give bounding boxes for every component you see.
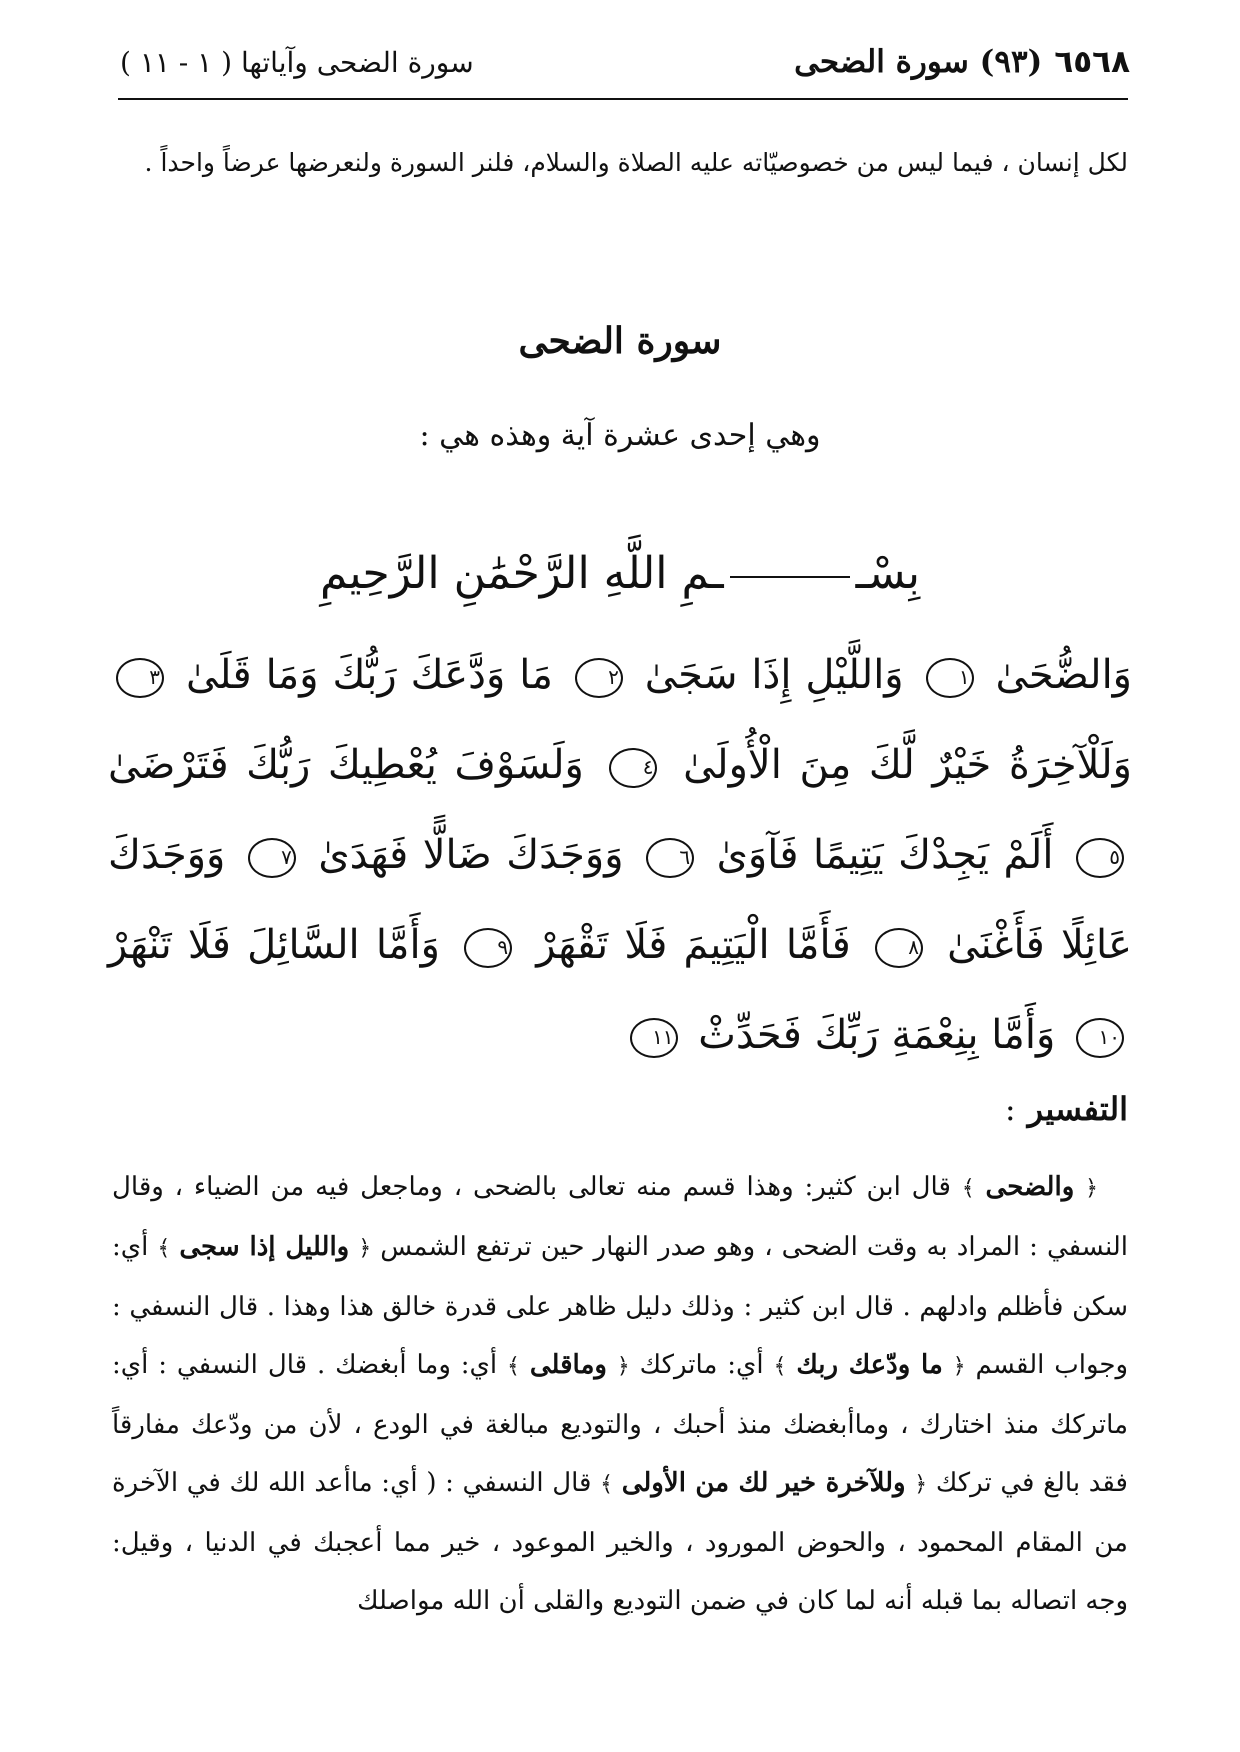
sura-number: (٩٣) xyxy=(979,44,1043,80)
sura-title: سورة الضحى xyxy=(518,320,722,362)
quran-bracket-close: ﴾ xyxy=(961,1176,975,1201)
tafsir-heading-colon: : xyxy=(1004,1090,1016,1128)
tafsir-heading xyxy=(1005,1090,1128,1128)
ayah-number-marker: ١٠ xyxy=(1076,1018,1124,1058)
running-header-right xyxy=(794,44,1130,80)
ayah-number-marker: ١١ xyxy=(630,1018,678,1058)
ayah-text: وَالضُّحَىٰ xyxy=(995,652,1132,698)
ayah-text: أَلَمْ يَجِدْكَ يَتِيمًا فَآوَىٰ xyxy=(716,832,1054,878)
basmala-start: بِسْـ xyxy=(855,548,921,599)
ayah-number-marker: ٧ xyxy=(248,838,296,878)
ayah-number-marker: ٤ xyxy=(609,748,657,788)
commentary-text: قال النسفي : ( أي: ماأعد الله لك في الآخرة من المقام المحمود ، والحوض المورود ، والخير الموعود ، خير مما أعجبك في الدنيا ، وقيل: وجه اتصاله بما قبله أنه لما كان في ضمن التوديع والقلى أن الله مواصلك xyxy=(112,1468,1128,1616)
ayah-text: وَلَلْآخِرَةُ خَيْرٌ لَّكَ مِنَ الْأُولَىٰ xyxy=(683,742,1133,788)
quran-bracket-close: ﴾ xyxy=(773,1354,787,1379)
tafsir-heading-text: التفسير xyxy=(1027,1090,1128,1128)
quran-bracket-open: ﴿ xyxy=(1085,1176,1099,1201)
quran-bracket-open: ﴿ xyxy=(616,1354,630,1379)
page-number: ٦٥٦٨ xyxy=(1054,44,1130,80)
ayah-text: وَوَجَدَكَ ضَالًّا فَهَدَىٰ xyxy=(318,832,624,878)
quoted-ayah: والضحى xyxy=(985,1172,1075,1202)
ayah-number-marker: ٣ xyxy=(116,658,164,698)
ayah-text: مَا وَدَّعَكَ رَبُّكَ وَمَا قَلَىٰ xyxy=(185,652,553,698)
basmala xyxy=(0,548,1240,599)
quran-bracket-open: ﴿ xyxy=(914,1472,928,1497)
quran-text-block xyxy=(108,630,1132,1080)
ayah-number-marker: ٦ xyxy=(646,838,694,878)
quran-bracket-open: ﴿ xyxy=(358,1236,372,1261)
ayah-text: وَأَمَّا السَّائِلَ فَلَا تَنْهَرْ xyxy=(108,922,440,968)
quoted-ayah: وماقلى xyxy=(529,1350,607,1380)
quoted-ayah: وللآخرة خير لك من الأولى xyxy=(621,1468,906,1498)
commentary-text: قال ابن كثير: وهذا قسم منه تعالى بالضحى ، وماجعل فيه من الضياء ، وقال النسفي : المراد به وقت الضحى ، وهو صدر النهار حين ترتفع الشمس xyxy=(112,1172,1128,1262)
sura-subtitle: وهي إحدى عشرة آية وهذه هي : xyxy=(419,418,821,453)
intro-paragraph: لكل إنسان ، فيما ليس من خصوصيّاته عليه الصلاة والسلام، فلنر السورة ولنعرضها عرضاً واحداً . xyxy=(144,148,1128,177)
commentary-text: أي: وما أبغضك . قال النسفي : أي: ماتركك منذ اختارك ، وماأبغضك منذ أحبك ، والتوديع مبالغة في الودع ، لأن من ودّعك مفارقاً فقد بالغ في تركك xyxy=(112,1350,1128,1498)
header-rule xyxy=(118,98,1128,100)
basmala-kashida xyxy=(730,576,850,578)
ayah-number-marker: ٢ xyxy=(575,658,623,698)
header-sura-name: سورة الضحى xyxy=(794,44,969,80)
tafsir-paragraph xyxy=(112,1158,1128,1630)
commentary-text: أي: سكن فأظلم وادلهم . قال ابن كثير : وذلك دليل ظاهر على قدرة خالق هذا وهذا . قال النسفي : وجواب القسم xyxy=(112,1232,1129,1380)
quran-bracket-close: ﴾ xyxy=(507,1354,520,1379)
ayah-text: وَوَجَدَكَ عَائِلًا فَأَغْنَىٰ xyxy=(108,832,1133,968)
quran-bracket-close: ﴾ xyxy=(157,1236,171,1261)
ayah-number-marker: ٥ xyxy=(1076,838,1124,878)
commentary-text: أي: ماتركك xyxy=(639,1350,764,1380)
ayah-text: وَاللَّيْلِ إِذَا سَجَىٰ xyxy=(644,652,904,698)
ayah-text: وَلَسَوْفَ يُعْطِيكَ رَبُّكَ فَتَرْضَىٰ xyxy=(108,742,584,788)
tafsir-body xyxy=(112,1158,1128,1630)
quoted-ayah: والليل إذا سجى xyxy=(179,1232,350,1262)
quran-bracket-close: ﴾ xyxy=(600,1472,614,1497)
quoted-ayah: ما ودّعك ربك xyxy=(796,1350,943,1380)
ayah-text: فَأَمَّا الْيَتِيمَ فَلَا تَقْهَرْ xyxy=(536,922,851,968)
quran-bracket-open: ﴿ xyxy=(952,1354,966,1379)
ayah-number-marker: ٨ xyxy=(875,928,923,968)
basmala-rest: ـمِ اللَّهِ الرَّحْمَٰنِ الرَّحِيمِ xyxy=(319,548,724,599)
ayah-number-marker: ٩ xyxy=(464,928,512,968)
ayah-number-marker: ١ xyxy=(926,658,974,698)
running-header-left: سورة الضحى وآياتها ( ١ - ١١ ) xyxy=(120,46,474,79)
ayah-text: وَأَمَّا بِنِعْمَةِ رَبِّكَ فَحَدِّثْ xyxy=(698,1012,1056,1058)
